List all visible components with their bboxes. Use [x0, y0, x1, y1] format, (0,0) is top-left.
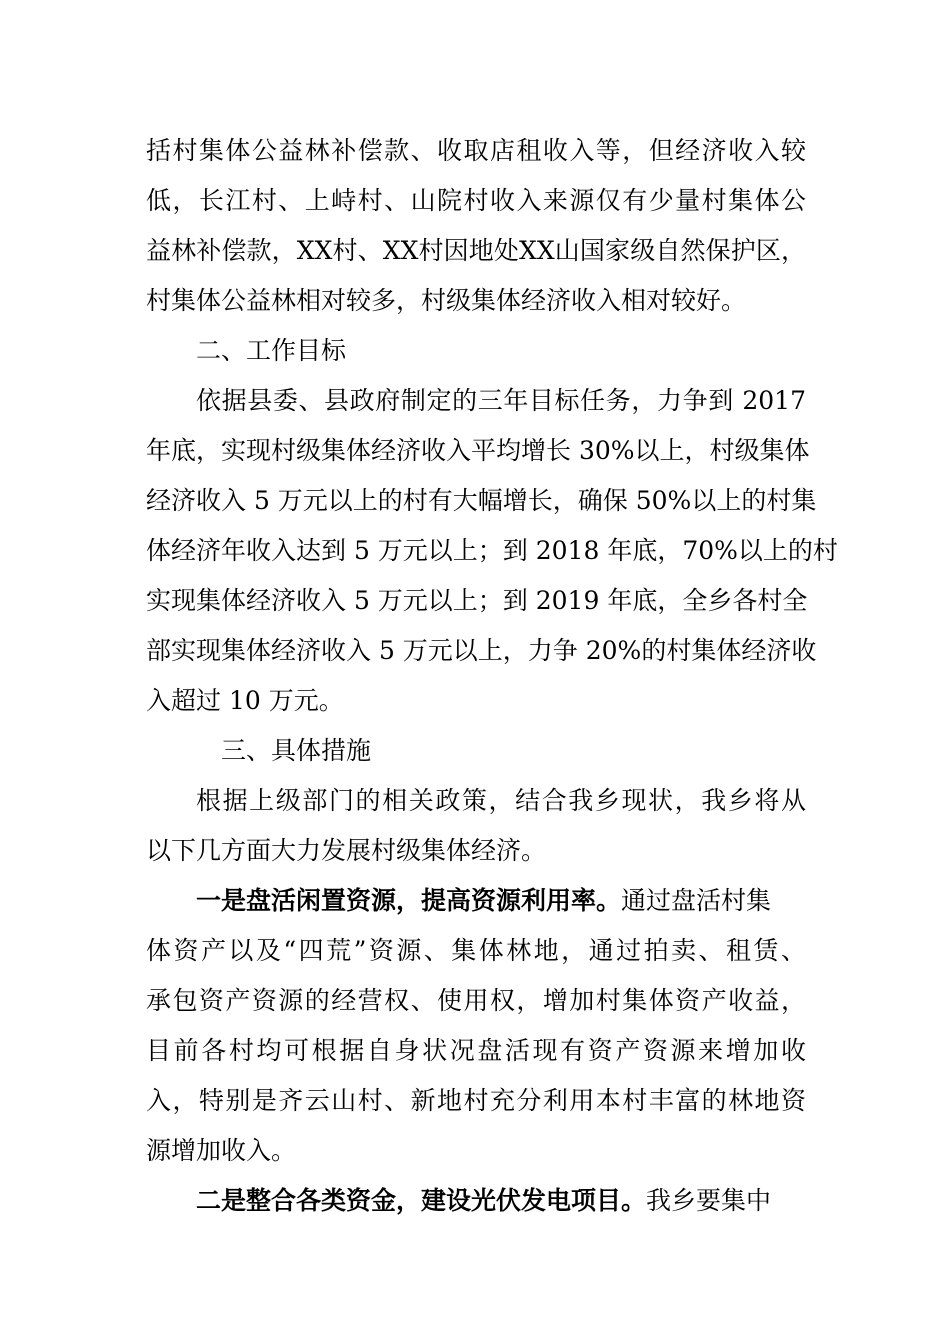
paragraph-5-line-1-text: 我乡要集中 [646, 1186, 772, 1215]
paragraph-1-line-4: 村集体公益林相对较多，村级集体经济收入相对较好。 [146, 286, 747, 315]
paragraph-5-line-1 [196, 1179, 806, 1223]
paragraph-4-line-6: 源增加收入。 [146, 1136, 297, 1165]
paragraph-5-bold-lead: 二是整合各类资金，建设光伏发电项目。 [196, 1186, 647, 1215]
paragraph-1-line-1: 括村集体公益林补偿款、收取店租收入等，但经济收入较 [146, 136, 806, 165]
paragraph-1-line-2: 低，长江村、上峙村、山院村收入来源仅有少量村集体公 [146, 186, 806, 215]
paragraph-2-line-2: 年底，实现村级集体经济收入平均增长 30%以上，村级集体 [146, 436, 810, 465]
paragraph-2-line-7: 入超过 10 万元。 [146, 686, 344, 715]
paragraph-1-line-3: 益林补偿款，XX村、XX村因地处XX山国家级自然保护区， [146, 236, 806, 265]
paragraph-2-line-3: 经济收入 5 万元以上的村有大幅增长，确保 50%以上的村集 [146, 486, 817, 515]
paragraph-3-line-1: 根据上级部门的相关政策，结合我乡现状，我乡将从 [196, 786, 806, 815]
paragraph-4-line-1-text: 通过盘活村集 [621, 886, 772, 915]
paragraph-4-bold-lead: 一是盘活闲置资源，提高资源利用率。 [196, 886, 622, 915]
paragraph-2-line-6: 部实现集体经济收入 5 万元以上，力争 20%的村集体经济收 [146, 636, 817, 665]
section-heading-specific-measures: 三、具体措施 [221, 736, 372, 765]
paragraph-4-line-4: 目前各村均可根据自身状况盘活现有资产资源来增加收 [146, 1036, 806, 1065]
section-heading-work-goals: 二、工作目标 [196, 336, 347, 365]
paragraph-4-line-1 [196, 879, 806, 923]
paragraph-4-line-5: 入，特别是齐云山村、新地村充分利用本村丰富的林地资 [146, 1086, 806, 1115]
paragraph-2-line-1: 依据县委、县政府制定的三年目标任务，力争到 2017 [196, 386, 806, 415]
paragraph-4-line-2: 体资产以及“四荒”资源、集体林地，通过拍卖、租赁、 [146, 936, 806, 965]
paragraph-4-line-3: 承包资产资源的经营权、使用权，增加村集体资产收益， [146, 986, 806, 1015]
paragraph-2-line-5: 实现集体经济收入 5 万元以上；到 2019 年底，全乡各村全 [146, 586, 808, 615]
paragraph-3-line-2: 以下几方面大力发展村级集体经济。 [146, 836, 547, 865]
paragraph-2-line-4: 体经济年收入达到 5 万元以上；到 2018 年底，70%以上的村 [146, 536, 838, 565]
